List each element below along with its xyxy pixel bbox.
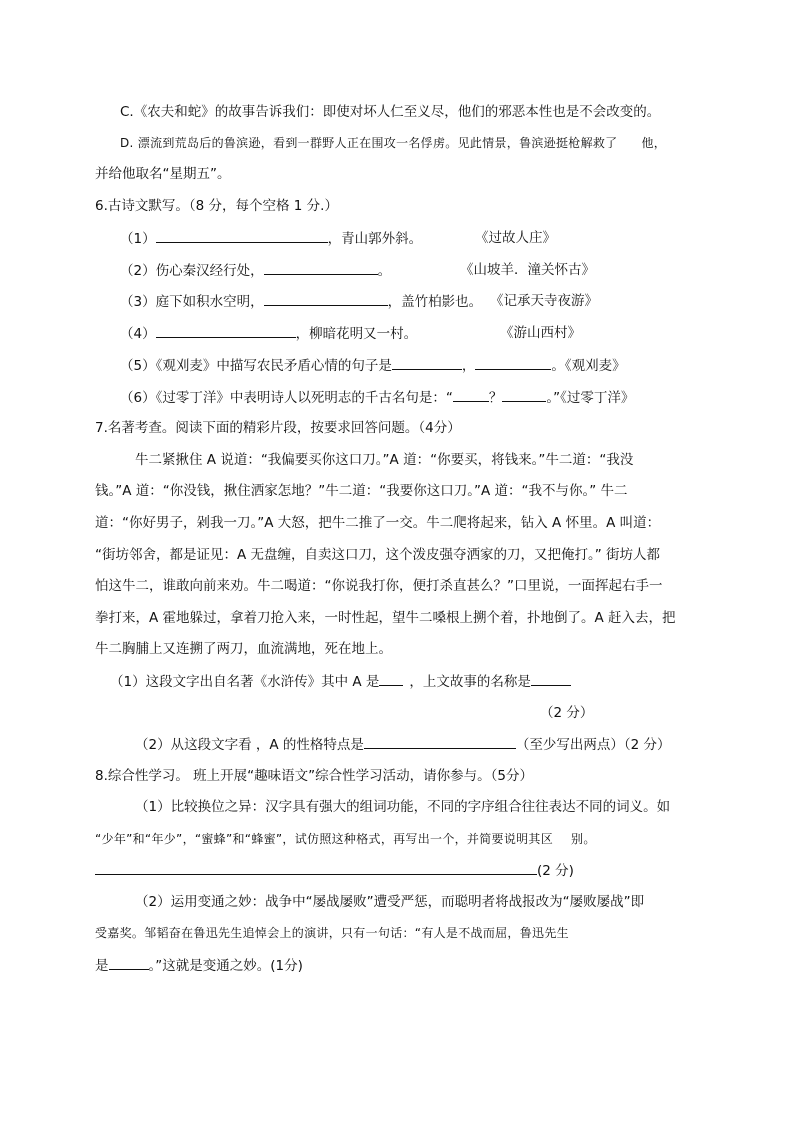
q8-sub1-line-2-text: “少年”和“年少”，“蜜蜂”和“蜂蜜”，试仿照这种格式，再写出一个，并简要说明其区	[95, 832, 554, 846]
q5-option-d-line2: 并给他取名“星期五”。	[95, 166, 231, 182]
q6-item-3-num: （3）	[120, 294, 156, 310]
q7-passage-line-5: 怕这牛二，谁敢向前来劝。牛二喝道：“你说我打你，便打杀直甚么？”口里说，一面挥起右手一	[95, 578, 663, 594]
q8-sub2-line-3-a: 是	[95, 958, 109, 974]
q5-option-c: C.《农夫和蛇》的故事告诉我们：即使对坏人仁至义尽，他们的邪恶本性也是不会改变的。	[120, 104, 661, 120]
q6-item-4-num: （4）	[120, 326, 156, 342]
q6-item-1	[120, 228, 422, 249]
q7-sub1-blank-2[interactable]	[531, 671, 571, 686]
q6-item-5-num: （5）	[120, 358, 156, 374]
q7-sub2-text-a: （2）从这段文字看 ，A 的性格特点是	[135, 737, 364, 753]
q8-sub1-answer	[95, 860, 574, 881]
q7-passage-line-1: 牛二紧揪住 A 说道：“我偏要买你这口刀。”A 道：“你要买，将钱来。”牛二道：“我没	[135, 452, 634, 468]
q5-option-d-text: D. 漂流到荒岛后的鲁滨逊，看到一群野人正在围攻一名俘虏。见此情景，鲁滨逊挺枪解救了	[120, 136, 618, 150]
q8-sub2-line-3	[95, 955, 303, 976]
q6-item-6-blank-2[interactable]	[502, 387, 546, 402]
q6-item-1-num: （1）	[120, 231, 156, 247]
q8-sub1-line-1: （1）比较换位之异：汉字具有强大的组词功能，不同的字序组合往往表达不同的词义。如	[135, 799, 671, 815]
q6-item-4-text: ，柳暗花明又一村。	[295, 326, 418, 342]
q6-item-2	[120, 260, 391, 281]
q6-item-6-pre: 《过零丁洋》中表明诗人以死明志的千古名句是：“	[155, 390, 453, 406]
q7-sub2	[135, 734, 671, 755]
q8-sub2-line-1: （2）运用变通之妙：战争中“屡战屡败”遭受严惩，而聪明者将战报改为“屡败屡战”即	[135, 894, 645, 910]
q6-item-6-post: 。”	[546, 390, 561, 406]
q7-sub1-text-b: ，上文故事的名称是	[409, 674, 531, 690]
q6-item-5-mid: ，	[461, 358, 476, 374]
q6-item-4-blank[interactable]	[156, 323, 296, 338]
q7-passage-line-4: “街坊邻舍，都是证见：A 无盘缠，自卖这口刀，这个泼皮强夺洒家的刀，又把俺打。” 街坊人都	[95, 547, 661, 563]
q7-sub1-score: （2 分）	[540, 705, 594, 721]
q6-item-3-text: ，盖竹柏影也。	[387, 294, 483, 310]
q8-sub2-line-2: 受嘉奖。邹韬奋在鲁迅先生追悼会上的演讲，只有一句话：“有人是不战而屈，鲁迅先生	[95, 926, 569, 940]
q6-item-5-blank-1[interactable]	[392, 355, 462, 370]
q6-item-6-mid: ？	[488, 390, 503, 406]
q8-sub2-line-3-b: 。”这就是变通之妙。(1分)	[148, 958, 303, 974]
q8-sub1-score: (2 分)	[537, 863, 574, 879]
q8-sub1-line-2	[95, 829, 596, 849]
q7-passage-line-2: 钱。”A 道：“你没钱，揪住洒家怎地？”牛二道：“我要你这口刀。”A 道：“我不与你。” 牛二	[95, 483, 628, 499]
q6-item-6-num: （6）	[120, 390, 156, 406]
q7-sub2-text-b: （至少写出两点）（2 分）	[515, 737, 671, 753]
q6-item-6-blank-1[interactable]	[453, 387, 489, 402]
q7-sub1	[110, 671, 571, 692]
q6-item-3-pre: 庭下如积水空明，	[155, 294, 264, 310]
q6-item-5-blank-2[interactable]	[475, 355, 551, 370]
q6-item-5-post: 。	[551, 358, 565, 374]
q6-item-4	[120, 323, 417, 344]
q6-item-1-text: ，青山郭外斜。	[327, 231, 423, 247]
q5-option-d-end: 他，	[641, 136, 667, 150]
q6-item-6	[120, 387, 634, 408]
q7-title: 7.名著考查。阅读下面的精彩片段，按要求回答问题。（4分）	[95, 420, 461, 436]
q6-item-4-source: 《游山西村》	[500, 325, 581, 341]
q6-item-1-blank[interactable]	[156, 228, 328, 243]
q8-sub2-blank[interactable]	[109, 955, 149, 970]
q6-item-2-blank[interactable]	[264, 260, 378, 275]
q7-sub1-text-a: （1）这段文字出自名著《水浒传》其中 A 是	[110, 674, 380, 690]
q7-passage-line-3: 道：“你好男子，剁我一刀。”A 大怒，把牛二推了一交。牛二爬将起来，钻入 A 怀里。A 叫道：	[95, 515, 661, 531]
q6-item-6-source: 《过零丁洋》	[560, 390, 635, 406]
q6-item-2-source: 《山坡羊．潼关怀古》	[460, 262, 595, 278]
q8-sub1-answer-blank[interactable]	[95, 860, 537, 875]
q7-sub2-blank[interactable]	[364, 734, 516, 749]
q6-item-5-source: 《观刈麦》	[564, 358, 626, 374]
q6-item-2-text: 。	[377, 263, 392, 279]
q6-item-1-source: 《过故人庄》	[475, 230, 556, 246]
q8-title: 8.综合性学习。 班上开展“趣味语文”综合性学习活动，请你参与。（5分）	[95, 768, 533, 784]
q6-item-5	[120, 355, 626, 376]
q7-passage-line-6: 拳打来，A 霍地躲过，拿着刀抢入来，一时性起，望牛二嗓根上搠个着，扑地倒了。A 赶入去，把	[95, 610, 676, 626]
q7-passage-line-7: 牛二胸脯上又连搠了两刀，血流满地，死在地上。	[95, 641, 392, 657]
q6-item-3-blank[interactable]	[264, 291, 388, 306]
q6-item-2-num: （2）	[120, 263, 156, 279]
q8-sub1-line-2-end: 别。	[571, 832, 596, 846]
q6-title: 6.古诗文默写。（8 分，每个空格 1 分.）	[95, 198, 338, 214]
q6-item-3	[120, 291, 482, 312]
q7-sub1-blank-1[interactable]	[379, 671, 403, 686]
q6-item-5-pre: 《观刈麦》中描写农民矛盾心情的句子是	[155, 358, 392, 374]
q6-item-2-pre: 伤心秦汉经行处，	[155, 263, 264, 279]
q6-item-3-source: 《记承天寺夜游》	[490, 293, 598, 309]
q5-option-d-line1	[120, 133, 666, 153]
